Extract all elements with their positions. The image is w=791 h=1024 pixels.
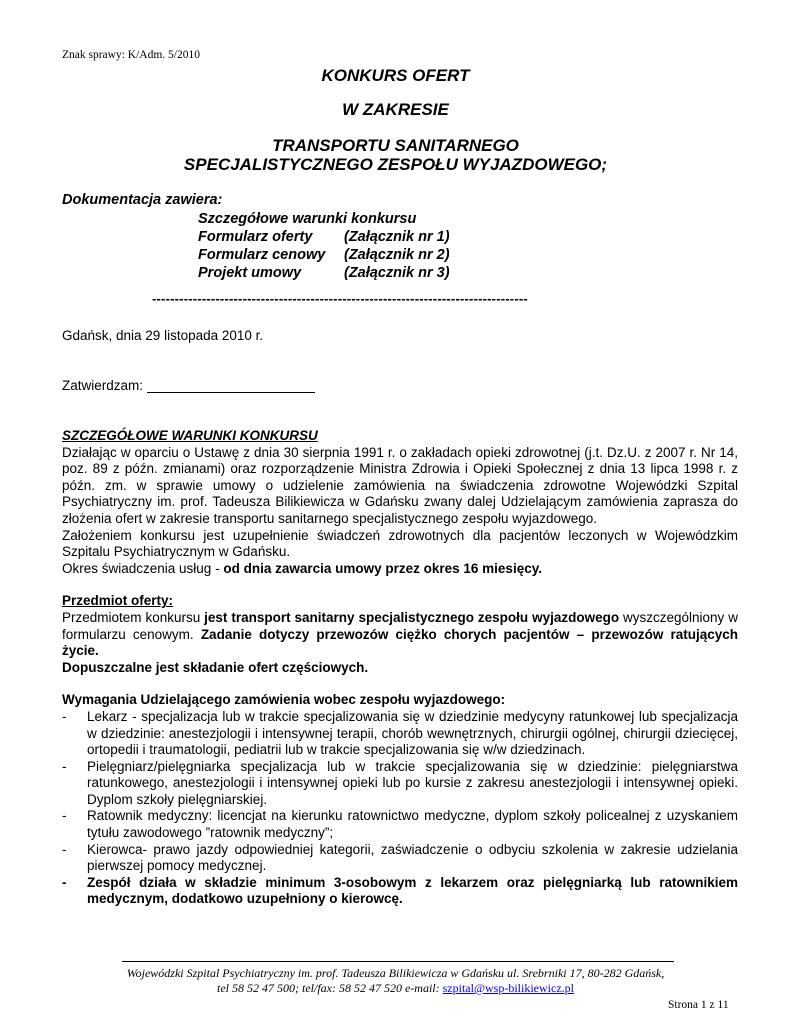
contents-item-name: Szczegółowe warunki konkursu xyxy=(198,211,417,227)
contents-item-name: Formularz cenowy xyxy=(198,247,326,263)
contents-item-annex: (Załącznik nr 2) xyxy=(344,247,450,263)
list-item-text: Ratownik medyczny: licencjat na kierunku ratownictwo medyczne, dyplom szkoły policealnej z uzyskaniem tytułu zawodowego ”ratownik medyczny”; xyxy=(87,808,738,841)
subject-text-bold: Zadanie dotyczy przewozów ciężko chorych pacjentów – przewozów ratujących życie. xyxy=(62,626,738,659)
footer-phone: tel 58 52 47 500; tel/fax: 58 52 47 520 e-mail: xyxy=(217,981,443,995)
list-item-text: Kierowca- prawo jazdy odpowiedniej kategorii, zaświadczenie o odbyciu szkolenia w zakresie udzielania pierwszej pomocy medycznej. xyxy=(87,841,738,874)
case-reference: Znak sprawy: K/Adm. 5/2010 xyxy=(62,49,200,61)
subject-text-bold: jest transport sanitarny specjalistycznego zespołu wyjazdowego xyxy=(204,609,620,625)
list-dash: - xyxy=(62,758,67,774)
service-period xyxy=(62,561,738,578)
partial-offers-note: Dopuszczalne jest składanie ofert częściowych. xyxy=(62,659,369,675)
contents-item xyxy=(198,246,450,264)
contents-item-annex: (Załącznik nr 3) xyxy=(344,265,450,281)
subject-heading: Przedmiot oferty: xyxy=(62,593,174,609)
footer xyxy=(0,966,791,996)
requirements-heading: Wymagania Udzielającego zamówienia wobec zespołu wyjazdowego: xyxy=(62,692,506,708)
list-dash: - xyxy=(62,841,67,857)
contents-item-name: Formularz oferty xyxy=(198,229,313,245)
conditions-title: SZCZEGÓŁOWE WARUNKI KONKURSU xyxy=(62,428,318,443)
requirements-list xyxy=(62,709,738,908)
contents-item xyxy=(198,210,450,228)
list-item xyxy=(62,709,738,759)
subject-paragraph xyxy=(62,610,738,660)
title-line-2: W ZAKRESIE xyxy=(342,100,449,119)
list-item xyxy=(62,759,738,809)
list-item xyxy=(62,808,738,841)
footer-address: Wojewódzki Szpital Psychiatryczny im. prof. Tadeusza Bilikiewicza w Gdańsku ul. Srebrniki 17, 80-282 Gdańsk, xyxy=(126,966,665,980)
period-label: Okres świadczenia usług - xyxy=(62,560,224,576)
contents-heading: Dokumentacja zawiera: xyxy=(62,192,223,208)
place-date: Gdańsk, dnia 29 listopada 2010 r. xyxy=(62,328,264,343)
contents-item-annex: (Załącznik nr 1) xyxy=(344,229,450,245)
list-item-text: Zespół działa w składzie minimum 3-osobowym z lekarzem oraz pielęgniarką lub ratownikiem medycznym, dodatkowo uzupełniony o kierowcę. xyxy=(87,874,738,907)
list-dash: - xyxy=(62,708,67,724)
approval-label: Zatwierdzam: xyxy=(62,378,144,393)
document-body xyxy=(62,428,738,908)
list-dash: - xyxy=(62,874,67,890)
contents-list xyxy=(198,210,450,282)
signature-line xyxy=(147,378,315,393)
title-line-4: SPECJALISTYCZNEGO ZESPOŁU WYJAZDOWEGO; xyxy=(183,155,608,174)
list-item xyxy=(62,842,738,875)
approval-field xyxy=(62,378,315,393)
conditions-paragraph-1: Działając w oparciu o Ustawę z dnia 30 sierpnia 1991 r. o zakładach opieki zdrowotnej (j.t. Dz.U. z 2007 r. Nr 14, poz. 89 z późn. zmianami) oraz rozporządzenie Ministra Zdrowia i Opieki Społecznej z dnia 13 lipca 1998 r. z późn. zm. w sprawie umowy o udzielenie zamówienia na świadczenia zdrowotne Wojewódzki Szpital Psychiatryczny im. prof. Tadeusza Bilikiewicza w Gdańsku zwany dalej Udzielającym zamówienia zaprasza do złożenia ofert w zakresie transportu sanitarnego specjalistycznego zespołu wyjazdowego. xyxy=(62,444,738,526)
contents-item-name: Projekt umowy xyxy=(198,265,302,281)
period-value: od dnia zawarcia umowy przez okres 16 miesięcy. xyxy=(223,560,542,576)
contents-item xyxy=(198,264,450,282)
page-number: Strona 1 z 11 xyxy=(668,999,729,1011)
contents-item xyxy=(198,228,450,246)
email-link[interactable]: szpital@wsp-bilikiewicz.pl xyxy=(442,981,574,995)
list-dash: - xyxy=(62,808,67,824)
list-item-text: Lekarz - specjalizacja lub w trakcie specjalizowania się w dziedzinie medycyny ratunkowej lub specjalizacja w dziedzinie: anestezjologii i intensywnej terapii, chorób wewnętrznych, chirurgii ogólnej, chirurgii dziecięcej, ortopedii i traumatologii, pediatrii lub w trakcie specjalizowania się w/w dziedzinach. xyxy=(87,708,738,758)
footer-contact xyxy=(0,981,791,996)
footer-rule xyxy=(122,961,674,962)
list-item xyxy=(62,875,738,908)
separator-line: ----------------------------------------------------------------------------------- xyxy=(152,291,528,306)
list-item-text: Pielęgniarz/pielęgniarka specjalizacja lub w trakcie specjalizowania się w dziedzinie: pielęgniarstwa ratunkowego, anestezjologii i intensywnej opieki lub po kursie z zakresu anestezjologii i intensywnej opieki. Dyplom szkoły pielęgniarskiej. xyxy=(87,758,738,807)
title-line-3: TRANSPORTU SANITARNEGO xyxy=(272,136,519,155)
title-line-1: KONKURS OFERT xyxy=(321,66,470,85)
subject-text: wyszczególniony w formularzu cenowym. xyxy=(62,609,738,642)
conditions-paragraph-2: Założeniem konkursu jest uzupełnienie świadczeń zdrowotnych dla pacjentów leczonych w Wojewódzkim Szpitalu Psychiatrycznym w Gdańsku. xyxy=(62,527,738,560)
subject-text: Przedmiotem konkursu xyxy=(62,609,205,625)
